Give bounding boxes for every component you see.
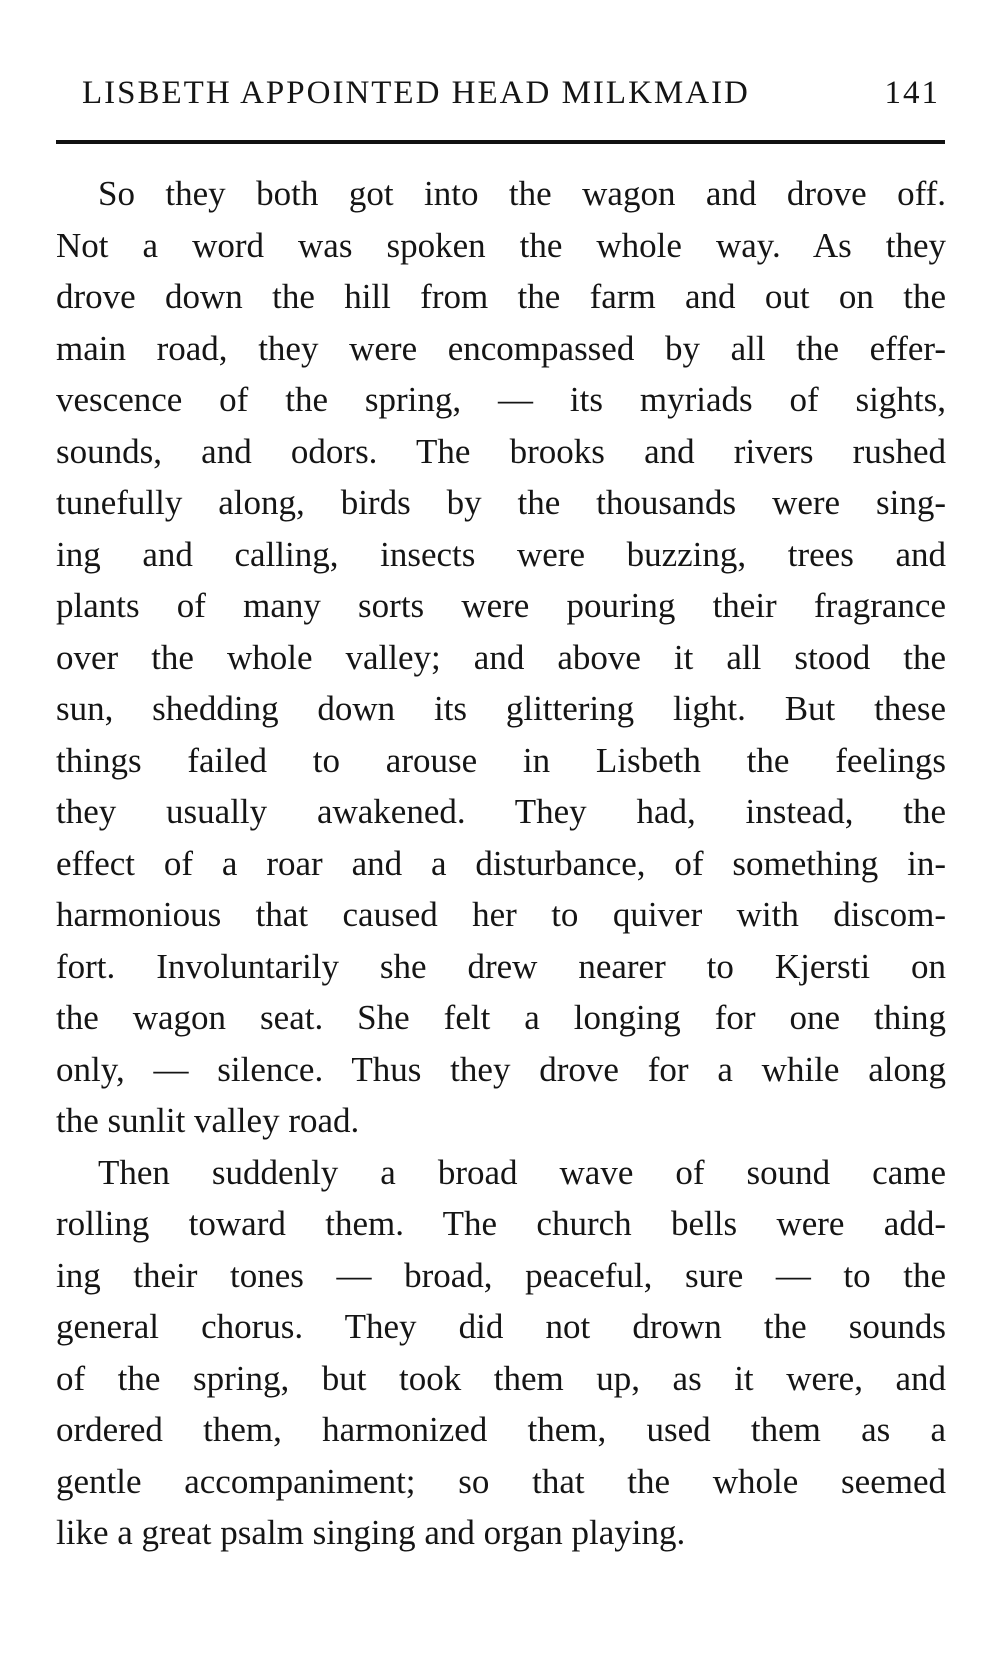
text-line: fort. Involuntarily she drew nearer to Kjersti on [56, 946, 946, 986]
paragraph-1 [56, 168, 946, 1147]
text-line: like a great psalm singing and organ playing. [56, 1513, 686, 1552]
text-line: Not a word was spoken the whole way. As they [56, 225, 946, 265]
text-line: tunefully along, birds by the thousands were sing- [56, 483, 946, 522]
running-title: LISBETH APPOINTED HEAD MILKMAID [82, 74, 750, 111]
text-line: the wagon seat. She felt a longing for one thing [56, 998, 946, 1037]
text-line: Then suddenly a broad wave of sound came [98, 1152, 946, 1192]
text-line: of the spring, but took them up, as it were, and [56, 1358, 946, 1398]
text-line: rolling toward them. The church bells were add- [56, 1204, 946, 1243]
running-head [82, 68, 940, 118]
text-line: ing and calling, insects were buzzing, trees and [56, 534, 946, 574]
text-line: over the whole valley; and above it all stood the [56, 637, 946, 677]
text-line: vescence of the spring, — its myriads of sights, [56, 380, 946, 419]
text-line: sounds, and odors. The brooks and rivers rushed [56, 431, 946, 471]
text-line: ordered them, harmonized them, used them as a [56, 1410, 946, 1449]
text-line: gentle accompaniment; so that the whole seemed [56, 1461, 946, 1501]
body-text [56, 168, 946, 1559]
text-line: the sunlit valley road. [56, 1101, 360, 1140]
text-line: harmonious that caused her to quiver with discom- [56, 895, 946, 934]
text-line: So they both got into the wagon and drove off. [98, 174, 946, 213]
text-line: main road, they were encompassed by all the effer- [56, 328, 946, 368]
paragraph-2 [56, 1147, 946, 1559]
page-number: 141 [884, 74, 940, 111]
text-line: general chorus. They did not drown the sounds [56, 1307, 946, 1346]
header-rule [56, 140, 945, 144]
text-line: only, — silence. Thus they drove for a while along [56, 1049, 946, 1089]
text-line: they usually awakened. They had, instead, the [56, 792, 946, 831]
text-line: things failed to arouse in Lisbeth the feelings [56, 740, 946, 780]
text-line: sun, shedding down its glittering light. But these [56, 689, 946, 728]
text-line: effect of a roar and a disturbance, of something in- [56, 843, 946, 883]
text-line: ing their tones — broad, peaceful, sure — to the [56, 1255, 946, 1295]
text-line: drove down the hill from the farm and out on the [56, 277, 946, 316]
text-line: plants of many sorts were pouring their fragrance [56, 586, 946, 625]
